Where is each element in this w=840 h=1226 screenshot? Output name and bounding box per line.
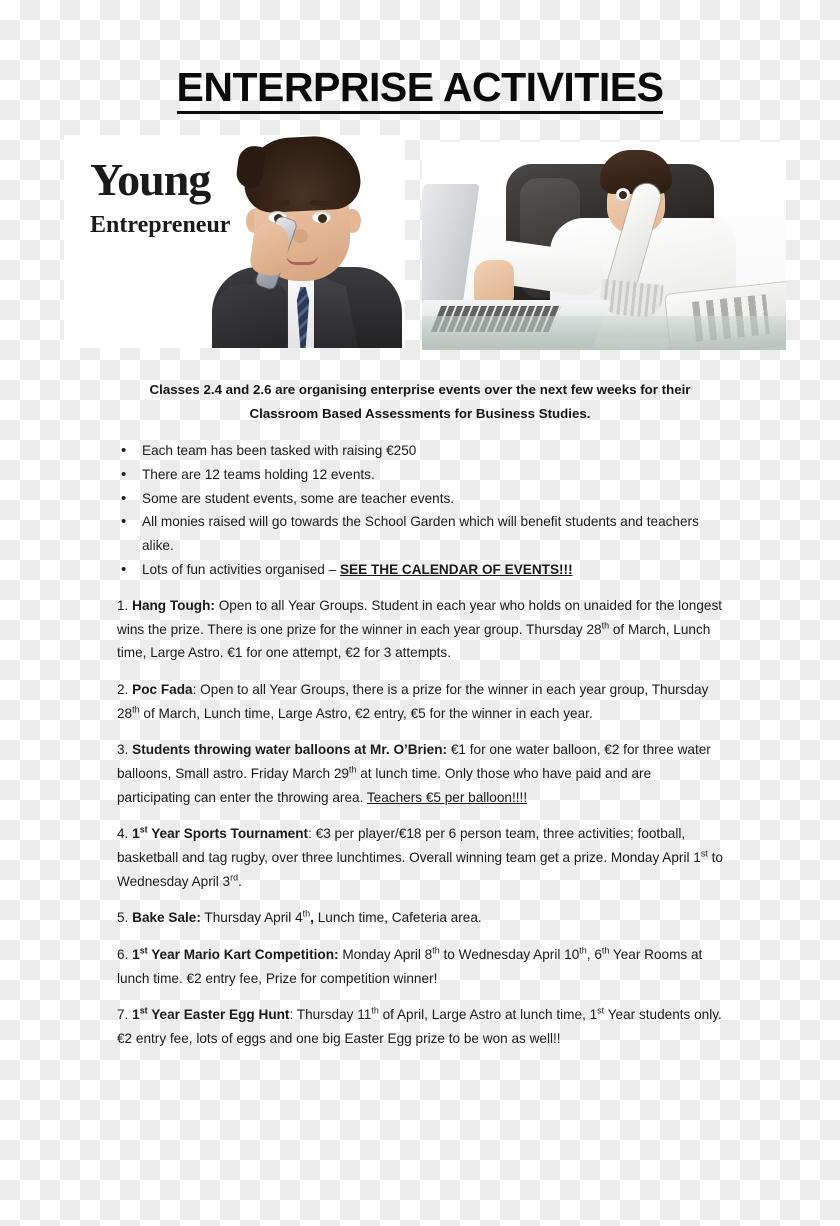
event-paragraph: 7. 1st Year Easter Egg Hunt: Thursday 11th of April, Large Astro at lunch time, 1st Year students only. €2 entry fee, lots of eggs and one big Easter Egg prize to be won as well!! [117,1005,722,1046]
events-list [0,594,840,1050]
event-details: Open to all Year Groups, there is a prize for the winner in each year group, Thursday 28th of March, Lunch time, Large Astro, €2 entry, €5 for the winner in each year. [117,682,709,721]
event-name: Hang Tough: [132,598,215,614]
list-item: • Some are student events, some are teacher events. [117,487,727,511]
event-details: Open to all Year Groups. Student in each year who holds on unaided for the longest wins the prize. There is one prize for the winner in each year group. Thursday 28th of March, Lunch time, Large Astro. €1 for one attempt, €2 for 3 attempts. [117,598,723,661]
young-entrepreneur-photo [64,135,405,348]
logo-line-young: Young [90,154,211,206]
event-paragraph: 4. 1st Year Sports Tournament: €3 per player/€18 per 6 person team, three activities; football, basketball and tag rugby, over three lunchtimes. Overall winning team get a prize. Monday April 1st to Wednesday April 3rd. [117,824,723,889]
event-number: 6. [117,946,133,962]
event-number: 1. [117,598,133,614]
event-paragraph [117,738,725,809]
document-body [0,378,840,1050]
event-details: Monday April 8th to Wednesday April 10th, 6th Year Rooms at lunch time. €2 entry fee, Prize for competition winner! [117,945,703,986]
event-name: Bake Sale: [132,910,201,926]
event-paragraph: 2. Poc Fada: Open to all Year Groups, there is a prize for the winner in each year group, Thursday 28th of March, Lunch time, Large Astro, €2 entry, €5 for the winner in each year. [117,682,709,721]
event-paragraph [117,594,725,665]
event-name: 1st Year Easter Egg Hunt [132,1005,290,1023]
boy-in-suit-illustration [192,135,405,348]
calendar-of-events-emphasis: SEE THE CALENDAR OF EVENTS!!! [339,561,573,577]
intro-paragraph: Classes 2.4 and 2.6 are organising enterprise events over the next few weeks for their Classroom Based Assessments for Business Studies. [149,382,691,421]
list-item: • There are 12 teams holding 12 events. [117,463,727,487]
event-number: 4. [117,826,133,842]
list-item: • Lots of fun activities organised – SEE THE CALENDAR OF EVENTS!!! [117,558,727,582]
event-number: 7. [117,1007,133,1023]
event-number: 5. [117,910,133,926]
list-item: • All monies raised will go towards the School Garden which will benefit students and teachers alike. [117,510,727,557]
event-details: Thursday April 4th, Lunch time, Cafeteria area. [204,908,482,926]
title-container [0,0,840,114]
event-paragraph [117,906,725,930]
event-number: 2. [117,682,133,698]
event-paragraph [117,943,725,990]
event-name: Students throwing water balloons at Mr. O’Brien: [132,742,448,758]
page-title: ENTERPRISE ACTIVITIES [177,66,664,114]
logo-line-entrepreneur: Entrepreneur [90,212,231,239]
event-details: €3 per player/€18 per 6 person team, three activities; football, basketball and tag rugby, over three lunchtimes. Overall winning team get a prize. Monday April 1st to Wednesday April 3rd. [117,826,723,889]
event-details: Thursday 11th of April, Large Astro at lunch time, 1st Year students only. €2 entry fee, lots of eggs and one big Easter Egg prize to be won as well!! [117,1005,722,1046]
images-band [0,135,840,348]
highlights-bullet-list [117,439,727,581]
boy-office-desk-phone-photo [422,142,786,350]
event-name: Poc Fada [132,682,193,698]
event-name: 1st Year Mario Kart Competition: [132,945,339,962]
event-details: €1 for one water balloon, €2 for three water balloons, Small astro. Friday March 29th at lunch time. Only those who have paid and are participating can enter the throwing area. Teachers €5 per balloon!!!! [117,742,711,805]
event-number: 3. [117,742,133,758]
event-name: 1st Year Sports Tournament [132,824,309,842]
list-item: • Each team has been tasked with raising €250 [117,439,727,463]
office-scene-illustration [422,142,786,350]
